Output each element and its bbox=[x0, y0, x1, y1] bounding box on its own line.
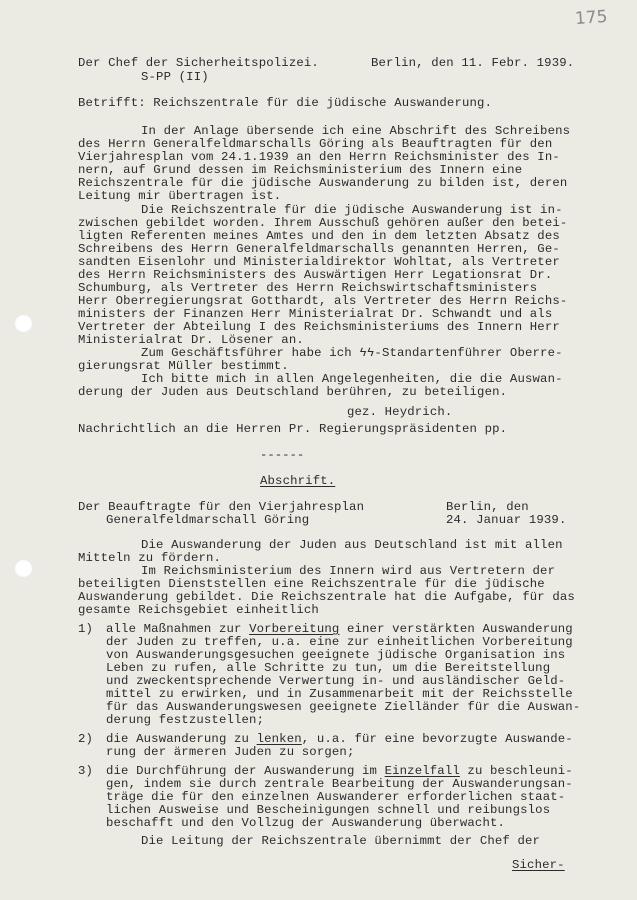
body-line: Vertreter der Abteilung I des Reichsministeriums des Innern Herr bbox=[78, 320, 560, 334]
copy-line: Mitteln zu fördern. bbox=[78, 551, 222, 565]
copy-sender: Der Beauftragte für den Vierjahresplan bbox=[78, 500, 365, 514]
item-line: der Juden zu treffen, u.a. eine zur einheitlichen Vorbereitung bbox=[106, 635, 573, 649]
body-line: nern, auf Grund dessen im Reichsministerium des Innern eine bbox=[78, 163, 523, 177]
copy-date: 24. Januar 1939. bbox=[446, 513, 567, 527]
body-line: Ich bitte mich in allen Angelegenheiten, die die Auswan- bbox=[141, 372, 563, 386]
item-line: von Auswanderungsgesuchen geeignete jüdische Organisation ins bbox=[106, 648, 566, 662]
copy-line: beteiligten Dienststellen eine Reichszentrale für die jüdische bbox=[78, 577, 545, 591]
copy-line: Auswanderung gebildet. Die Reichszentrale hat die Aufgabe, für das bbox=[78, 590, 575, 604]
body-line: In der Anlage übersende ich eine Abschrift des Schreibens bbox=[141, 124, 571, 138]
copy-line: gesamte Reichsgebiet einheitlich bbox=[78, 603, 319, 617]
item-line: rung der ärmeren Juden zu sorgen; bbox=[106, 745, 355, 759]
body-line: derung der Juden aus Deutschland berühren, zu beteiligen. bbox=[78, 385, 508, 399]
sender: Der Chef der Sicherheitspolizei. bbox=[78, 56, 319, 70]
catchword: Sicher- bbox=[512, 858, 565, 872]
body-line: Die Reichszentrale für die jüdische Auswanderung ist in- bbox=[141, 203, 563, 217]
copy-sender: Generalfeldmarschall Göring bbox=[106, 513, 310, 527]
item-line: und zweckentsprechende Verwertung in- und ausländischer Geld- bbox=[106, 674, 566, 688]
item-line: lichen Ausweise und Bescheinigungen schnell und reibungslos bbox=[106, 803, 551, 817]
body-line: Herr Oberregierungsrat Gotthardt, als Vertreter des Herrn Reichs- bbox=[78, 294, 568, 308]
body-line: Schumburg, als Vertreter des Herrn Reichswirtschaftsministers bbox=[78, 281, 538, 295]
body-line: Reichszentrale für die jüdische Auswanderung zu bilden ist, deren bbox=[78, 176, 568, 190]
punch-hole-top bbox=[14, 314, 33, 333]
separator: ------ bbox=[260, 448, 305, 462]
closing-line: Die Leitung der Reichszentrale übernimmt der Chef der bbox=[141, 834, 541, 848]
item-number: 3) bbox=[78, 764, 94, 778]
item-line: gen, indem sie durch zentrale Bearbeitung der Auswanderungsan- bbox=[106, 777, 573, 791]
body-line: Zum Geschäftsführer habe ich ϟϟ-Standartenführer Oberre- bbox=[141, 346, 563, 360]
item-number: 1) bbox=[78, 622, 94, 636]
body-line: sandten Eisenlohr und Ministerialdirektor Wohltat, als Vertreter bbox=[78, 255, 560, 269]
item-line: für das Auswanderungswesen geeignete Zielländer für die Auswan- bbox=[106, 700, 581, 714]
subject: Betrifft: Reichszentrale für die jüdische Auswanderung. bbox=[78, 96, 493, 110]
body-line: Leitung mir übertragen ist. bbox=[78, 189, 282, 203]
copy-date: Berlin, den bbox=[446, 500, 529, 514]
body-line: gierungsrat Müller bestimmt. bbox=[78, 359, 289, 373]
body-line: ministers der Finanzen Herr Ministerialrat Dr. Schwandt und als bbox=[78, 307, 553, 321]
body-line: ligten Referenten meines Amtes und den in dem letzten Absatz des bbox=[78, 229, 560, 243]
item-line: träge die für den einzelnen Auswanderer erforderlichen staat- bbox=[106, 790, 566, 804]
signature: gez. Heydrich. bbox=[347, 405, 453, 419]
copy-line: Die Auswanderung der Juden aus Deutschland ist mit allen bbox=[141, 538, 563, 552]
place-date: Berlin, den 11. Febr. 1939. bbox=[371, 56, 575, 70]
item-line: die Auswanderung zu lenken, u.a. für eine bevorzugte Auswande- bbox=[106, 732, 573, 746]
item-line: Leben zu rufen, alle Schritte zu tun, um die Bereitstellung bbox=[106, 661, 551, 675]
copy-heading: Abschrift. bbox=[260, 474, 336, 488]
page-number: 175 bbox=[573, 6, 608, 30]
body-line: zwischen gebildet worden. Ihrem Ausschuß gehören außer den betei- bbox=[78, 216, 568, 230]
body-line: des Herrn Reichsministers des Auswärtigen Herr Legationsrat Dr. bbox=[78, 268, 553, 282]
item-line: alle Maßnahmen zur Vorbereitung einer verstärkten Auswanderung bbox=[106, 622, 573, 636]
item-line: derung festzustellen; bbox=[106, 713, 265, 727]
item-line: die Durchführung der Auswanderung im Einzelfall zu beschleuni- bbox=[106, 764, 573, 778]
punch-hole-bottom bbox=[14, 559, 33, 578]
body-line: Ministerialrat Dr. Lösener an. bbox=[78, 333, 304, 347]
body-line: Schreibens des Herrn Generalfeldmarschalls genannten Herren, Ge- bbox=[78, 242, 560, 256]
item-number: 2) bbox=[78, 732, 94, 746]
body-line: des Herrn Generalfeldmarschalls Göring als Beauftragten für den bbox=[78, 137, 553, 151]
copy-line: Im Reichsministerium des Innern wird aus Vertretern der bbox=[141, 564, 556, 578]
cc-line: Nachrichtlich an die Herren Pr. Regierungspräsidenten pp. bbox=[78, 422, 508, 436]
item-line: mittel zu erwirken, und in Zusammenarbeit mit der Reichsstelle bbox=[106, 687, 573, 701]
item-line: beschafft und den Vollzug der Auswanderung überwacht. bbox=[106, 816, 506, 830]
reference: S-PP (II) bbox=[141, 70, 209, 84]
body-line: Vierjahresplan vom 24.1.1939 an den Herrn Reichsminister des In- bbox=[78, 150, 560, 164]
